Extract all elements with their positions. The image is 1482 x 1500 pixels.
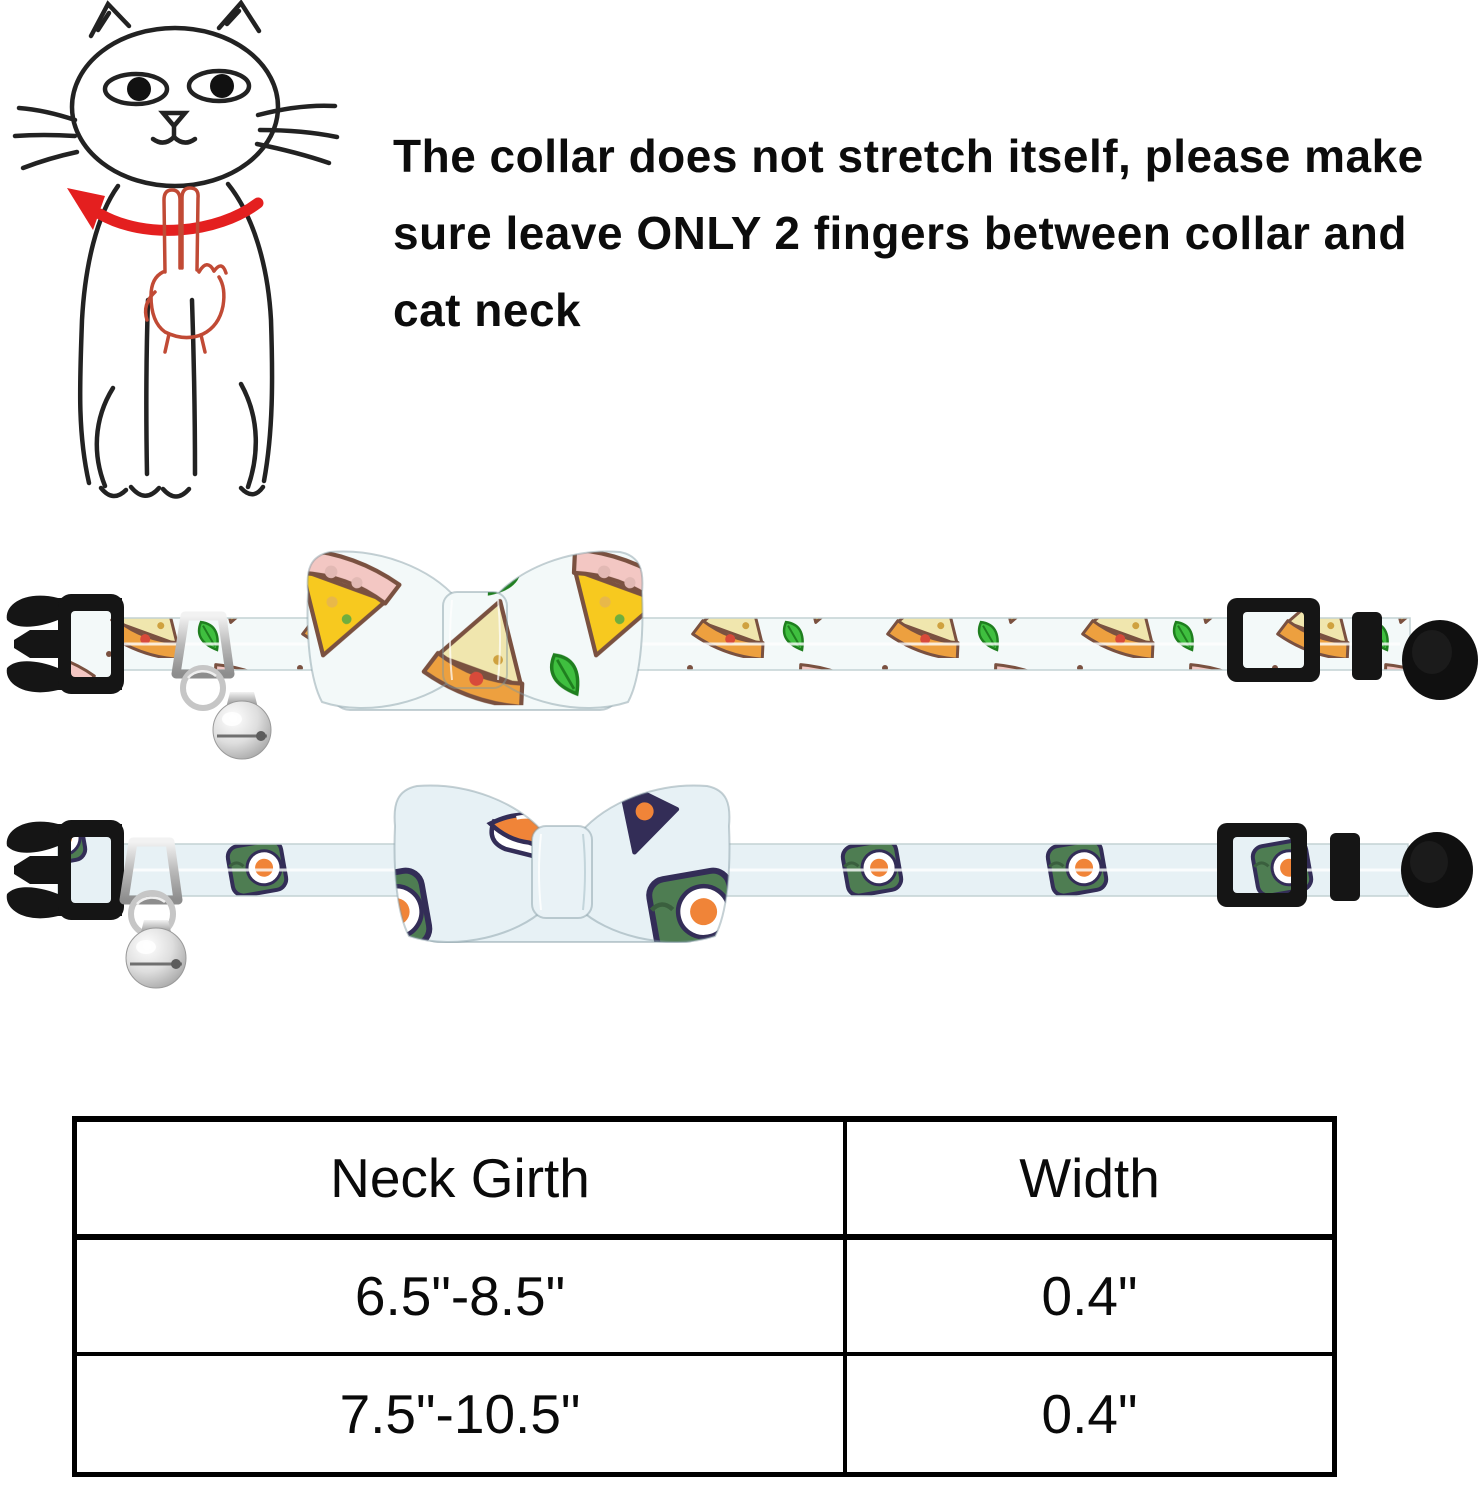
collar-strap xyxy=(58,844,1408,896)
size-table xyxy=(72,1116,1337,1477)
table-header-neck-girth: Neck Girth xyxy=(77,1122,847,1240)
collar-strap xyxy=(66,618,1410,670)
strap-slider xyxy=(1217,823,1307,907)
table-row2-width: 0.4" xyxy=(847,1356,1332,1472)
table-row1-width: 0.4" xyxy=(847,1240,1332,1356)
collar-pizza-print xyxy=(0,540,1482,790)
two-finger-hand xyxy=(146,188,226,352)
cat-outline xyxy=(15,3,337,497)
instruction-line-3: cat neck xyxy=(393,284,582,336)
bell xyxy=(183,668,271,759)
breakaway-buckle-male xyxy=(7,594,124,694)
buckle-band xyxy=(1352,612,1382,680)
cat-two-fingers-illustration xyxy=(5,0,345,540)
breakaway-buckle-male xyxy=(7,820,124,920)
table-header-width: Width xyxy=(847,1122,1332,1240)
instruction-line-2: sure leave ONLY 2 fingers between collar and xyxy=(393,207,1407,259)
collar-sushi-print xyxy=(0,780,1482,1050)
fit-instruction-text xyxy=(393,118,1424,349)
instruction-line-1: The collar does not stretch itself, please make xyxy=(393,130,1424,182)
strap-slider xyxy=(1227,598,1320,682)
breakaway-buckle-socket xyxy=(1401,832,1473,908)
bell xyxy=(126,893,186,988)
bow-tie xyxy=(308,551,643,710)
bow-tie xyxy=(395,785,730,942)
table-row2-neck-girth: 7.5"-10.5" xyxy=(77,1356,847,1472)
buckle-band xyxy=(1330,833,1360,901)
table-row1-neck-girth: 6.5"-8.5" xyxy=(77,1240,847,1356)
breakaway-buckle-socket xyxy=(1402,620,1478,700)
